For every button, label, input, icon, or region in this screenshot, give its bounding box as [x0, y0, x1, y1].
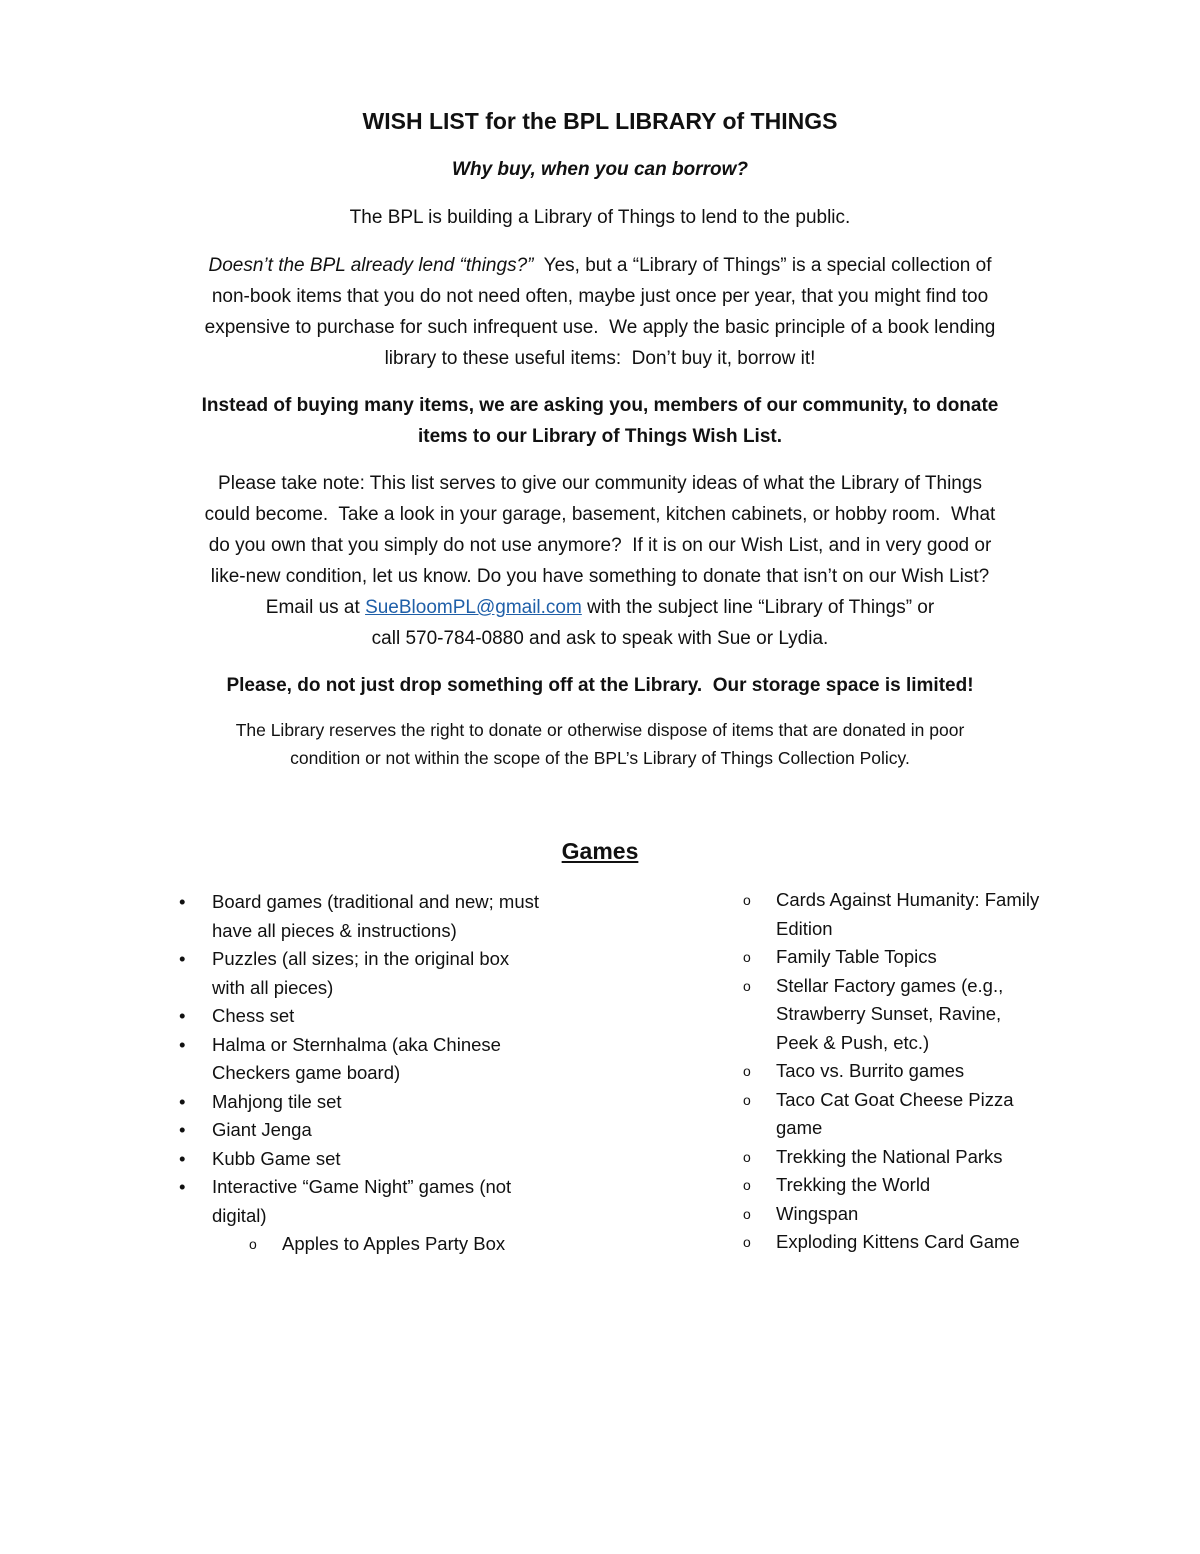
bullet-icon: • — [179, 948, 186, 969]
bullet-icon: • — [179, 891, 186, 912]
list-item — [743, 1200, 1039, 1229]
bullet-icon: • — [179, 1147, 186, 1169]
page-title: WISH LIST for the BPL LIBRARY of THINGS — [362, 108, 838, 134]
list-item-text: Family Table Topics — [776, 946, 937, 967]
list-item-text: Puzzles (all sizes; in the original box with all pieces) — [212, 948, 510, 998]
question-italic: Doesn’t the BPL already lend “things?” — [208, 255, 534, 276]
list-item — [179, 888, 540, 945]
note-paragraph — [0, 468, 1200, 654]
list-item-text: Halma or Sternhalma (aka Chinese Checkers game board) — [212, 1033, 501, 1083]
games-heading: Games — [561, 838, 639, 864]
list-item — [179, 945, 539, 1002]
subtitle: Why buy, when you can borrow? — [452, 159, 748, 180]
games-list-right — [743, 886, 1040, 1257]
list-item — [179, 1088, 539, 1117]
list-item-text: Wingspan — [776, 1202, 859, 1224]
sub-list — [212, 1230, 539, 1259]
circle-bullet-icon: o — [743, 892, 751, 908]
circle-bullet-icon: o — [743, 1234, 751, 1250]
list-item-text: Board games (traditional and new; must have all pieces & instructions) — [212, 891, 540, 941]
list-item-text: Taco Cat Goat Cheese Pizza game — [776, 1088, 1014, 1138]
bullet-icon: • — [179, 1119, 186, 1140]
list-item-text: Taco vs. Burrito games — [776, 1060, 965, 1081]
bullet-icon: • — [179, 1090, 186, 1112]
circle-bullet-icon: o — [743, 1063, 751, 1079]
list-item — [179, 1173, 539, 1230]
list-item — [743, 1143, 1039, 1172]
intro-text: The BPL is building a Library of Things to lend to the public. — [349, 207, 851, 228]
list-item — [179, 1145, 539, 1174]
list-item — [743, 943, 1039, 972]
disclaimer: The Library reserves the right to donate or otherwise dispose of items that are donated in poor condition or not within the scope of the BPL’s Library of Things Collection Policy. — [235, 720, 965, 768]
dropoff-warning: Please, do not just drop something off at the Library. Our storage space is limited! — [226, 675, 974, 696]
list-item — [212, 1230, 539, 1259]
list-item-text: Cards Against Humanity: Family Edition — [776, 889, 1040, 939]
list-item-text: Apples to Apples Party Box — [282, 1233, 506, 1254]
list-item-text: Stellar Factory games (e.g., Strawberry Sunset, Ravine, Peek & Push, etc.) — [776, 974, 1004, 1053]
list-item-text: Interactive “Game Night” games (not digital) — [212, 1176, 512, 1226]
list-item — [179, 1116, 539, 1145]
list-item-text: Giant Jenga — [212, 1119, 312, 1140]
list-item — [743, 972, 1039, 1058]
circle-bullet-icon: o — [743, 1091, 751, 1108]
list-item-text: Exploding Kittens Card Game — [776, 1231, 1020, 1252]
email-link[interactable]: SueBloomPL@gmail.com — [365, 597, 582, 618]
list-item — [179, 1002, 539, 1031]
games-list-left — [179, 888, 540, 1259]
circle-bullet-icon: o — [249, 1236, 257, 1252]
note-text-end: with the subject line “Library of Things” or call 570-784-0880 and ask to speak with Sue or Lydia. — [371, 597, 935, 649]
list-item-text: Trekking the World — [776, 1174, 931, 1195]
circle-bullet-icon: o — [743, 1205, 751, 1222]
explanation-text: Yes, but a “Library of Things” is a special collection of non-book items that you do not need often, maybe just once per year, that you might find too expensive to purchase for such infrequent use. We apply the basic principle of a book lending library to these useful items: Don’t buy it, borrow it! — [204, 255, 996, 369]
circle-bullet-icon: o — [743, 1177, 751, 1193]
bullet-icon: • — [179, 1005, 186, 1026]
bullet-icon: • — [179, 1176, 186, 1197]
bullet-icon: • — [179, 1033, 186, 1055]
list-item — [743, 1086, 1039, 1143]
list-item-text: Mahjong tile set — [212, 1090, 342, 1112]
list-item — [743, 886, 1040, 943]
list-item-text: Chess set — [212, 1005, 295, 1026]
note-text: Please take note: This list serves to give our community ideas of what the Library of Things could become. Take a look in your garage, basement, kitchen cabinets, or hobby room. What do you own that you simply do not use anymore? If it is on our Wish List, and in very good or like-new condition, let us know. Do you have something to donate that isn’t on our Wish List? Email us at — [204, 473, 996, 618]
list-item — [743, 1171, 1039, 1200]
list-item — [743, 1057, 1039, 1086]
circle-bullet-icon: o — [743, 977, 751, 994]
explanation-paragraph — [0, 250, 1200, 374]
circle-bullet-icon: o — [743, 949, 751, 965]
list-item-text: Kubb Game set — [212, 1147, 341, 1169]
circle-bullet-icon: o — [743, 1148, 751, 1165]
list-item — [743, 1228, 1039, 1257]
donation-request: Instead of buying many items, we are asking you, members of our community, to donate items to our Library of Things Wish List. — [201, 395, 999, 447]
list-item-text: Trekking the National Parks — [776, 1145, 1003, 1167]
list-item — [179, 1031, 539, 1088]
